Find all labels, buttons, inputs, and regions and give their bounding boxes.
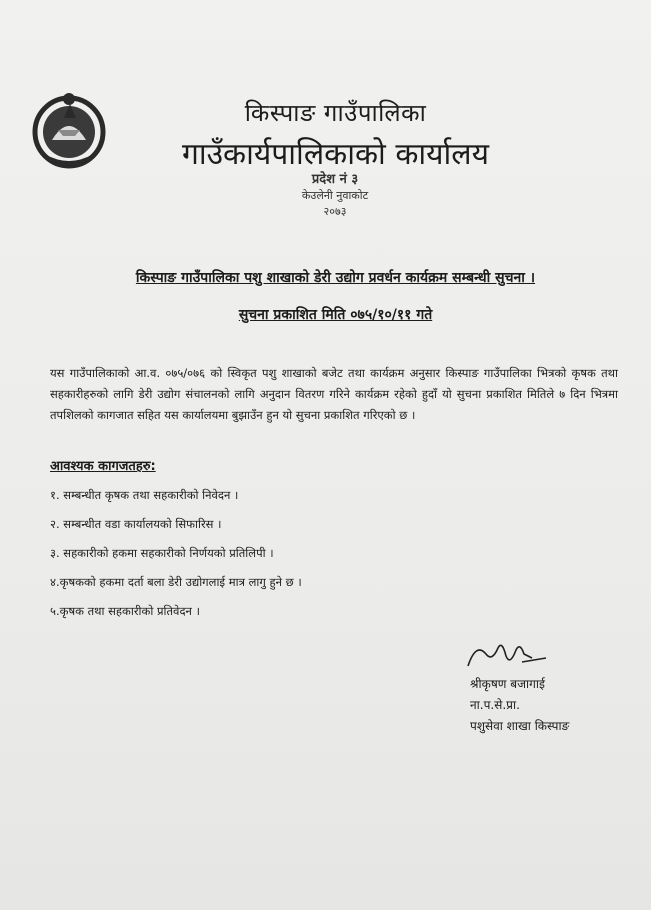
list-item: ३. सहकारीको हकमा सहकारीको निर्णयको प्रतिलिपी । — [50, 546, 274, 560]
signatory-name: श्रीकृषण बजागाई — [470, 677, 545, 691]
signatory-block — [470, 674, 569, 737]
list-item: २. सम्बन्धीत वडा कार्यालयको सिफारिस । — [50, 517, 222, 531]
signatory-title: ना.प.से.प्रा. — [470, 698, 520, 712]
location-label: केउलेनी नुवाकोट — [301, 189, 369, 202]
notice-subject: किस्पाङ गाउँपालिका पशु शाखाको डेरी उद्योग प्रवर्धन कार्यक्रम सम्बन्धी सुचना । — [135, 270, 536, 286]
address-block — [270, 172, 400, 220]
province-label: प्रदेश नं ३ — [311, 172, 359, 187]
list-item: १. सम्बन्धीत कृषक तथा सहकारीको निवेदन । — [50, 488, 239, 502]
signatory-office: पशुसेवा शाखा किस्पाङ — [470, 719, 570, 733]
notice-body: यस गाउँपालिकाको आ.व. ०७५/०७६ को स्विकृत पशु शाखाको बजेट तथा कार्यक्रम अनुसार किस्पाङ गाउँपालिका भित्रको कृषक तथा सहकारीहरुको लागि डेरी उद्योग संचालनको लागि अनुदान वितरण गरिने कार्यक्रम रहेको हुदाँ यो सुचना प्रकाशित मितिले ७ दिन भित्रमा तपशिलको कागजात सहित यस कार्यालयमा बुझाउँन हुन यो सुचना प्रकाशित गरिएको छ । — [50, 366, 618, 422]
list-item: ४.कृषकको हकमा दर्ता बला डेरी उद्योगलाई मात्र लागु हुने छ । — [50, 575, 302, 589]
handwritten-signature — [462, 636, 552, 676]
publish-date: सुचना प्रकाशित मिति ०७५/१०/११ गते — [238, 307, 433, 323]
office-name: गाउँकार्यपालिकाको कार्यालय — [181, 137, 490, 172]
year-label: २०७३ — [323, 205, 347, 218]
municipality-name: किस्पाङ गाउँपालिका — [244, 99, 427, 127]
list-item: ५.कृषक तथा सहकारीको प्रतिवेदन । — [50, 604, 200, 618]
requirements-heading: आवश्यक कागजतहरु: — [50, 459, 156, 474]
requirements-list — [50, 485, 302, 630]
